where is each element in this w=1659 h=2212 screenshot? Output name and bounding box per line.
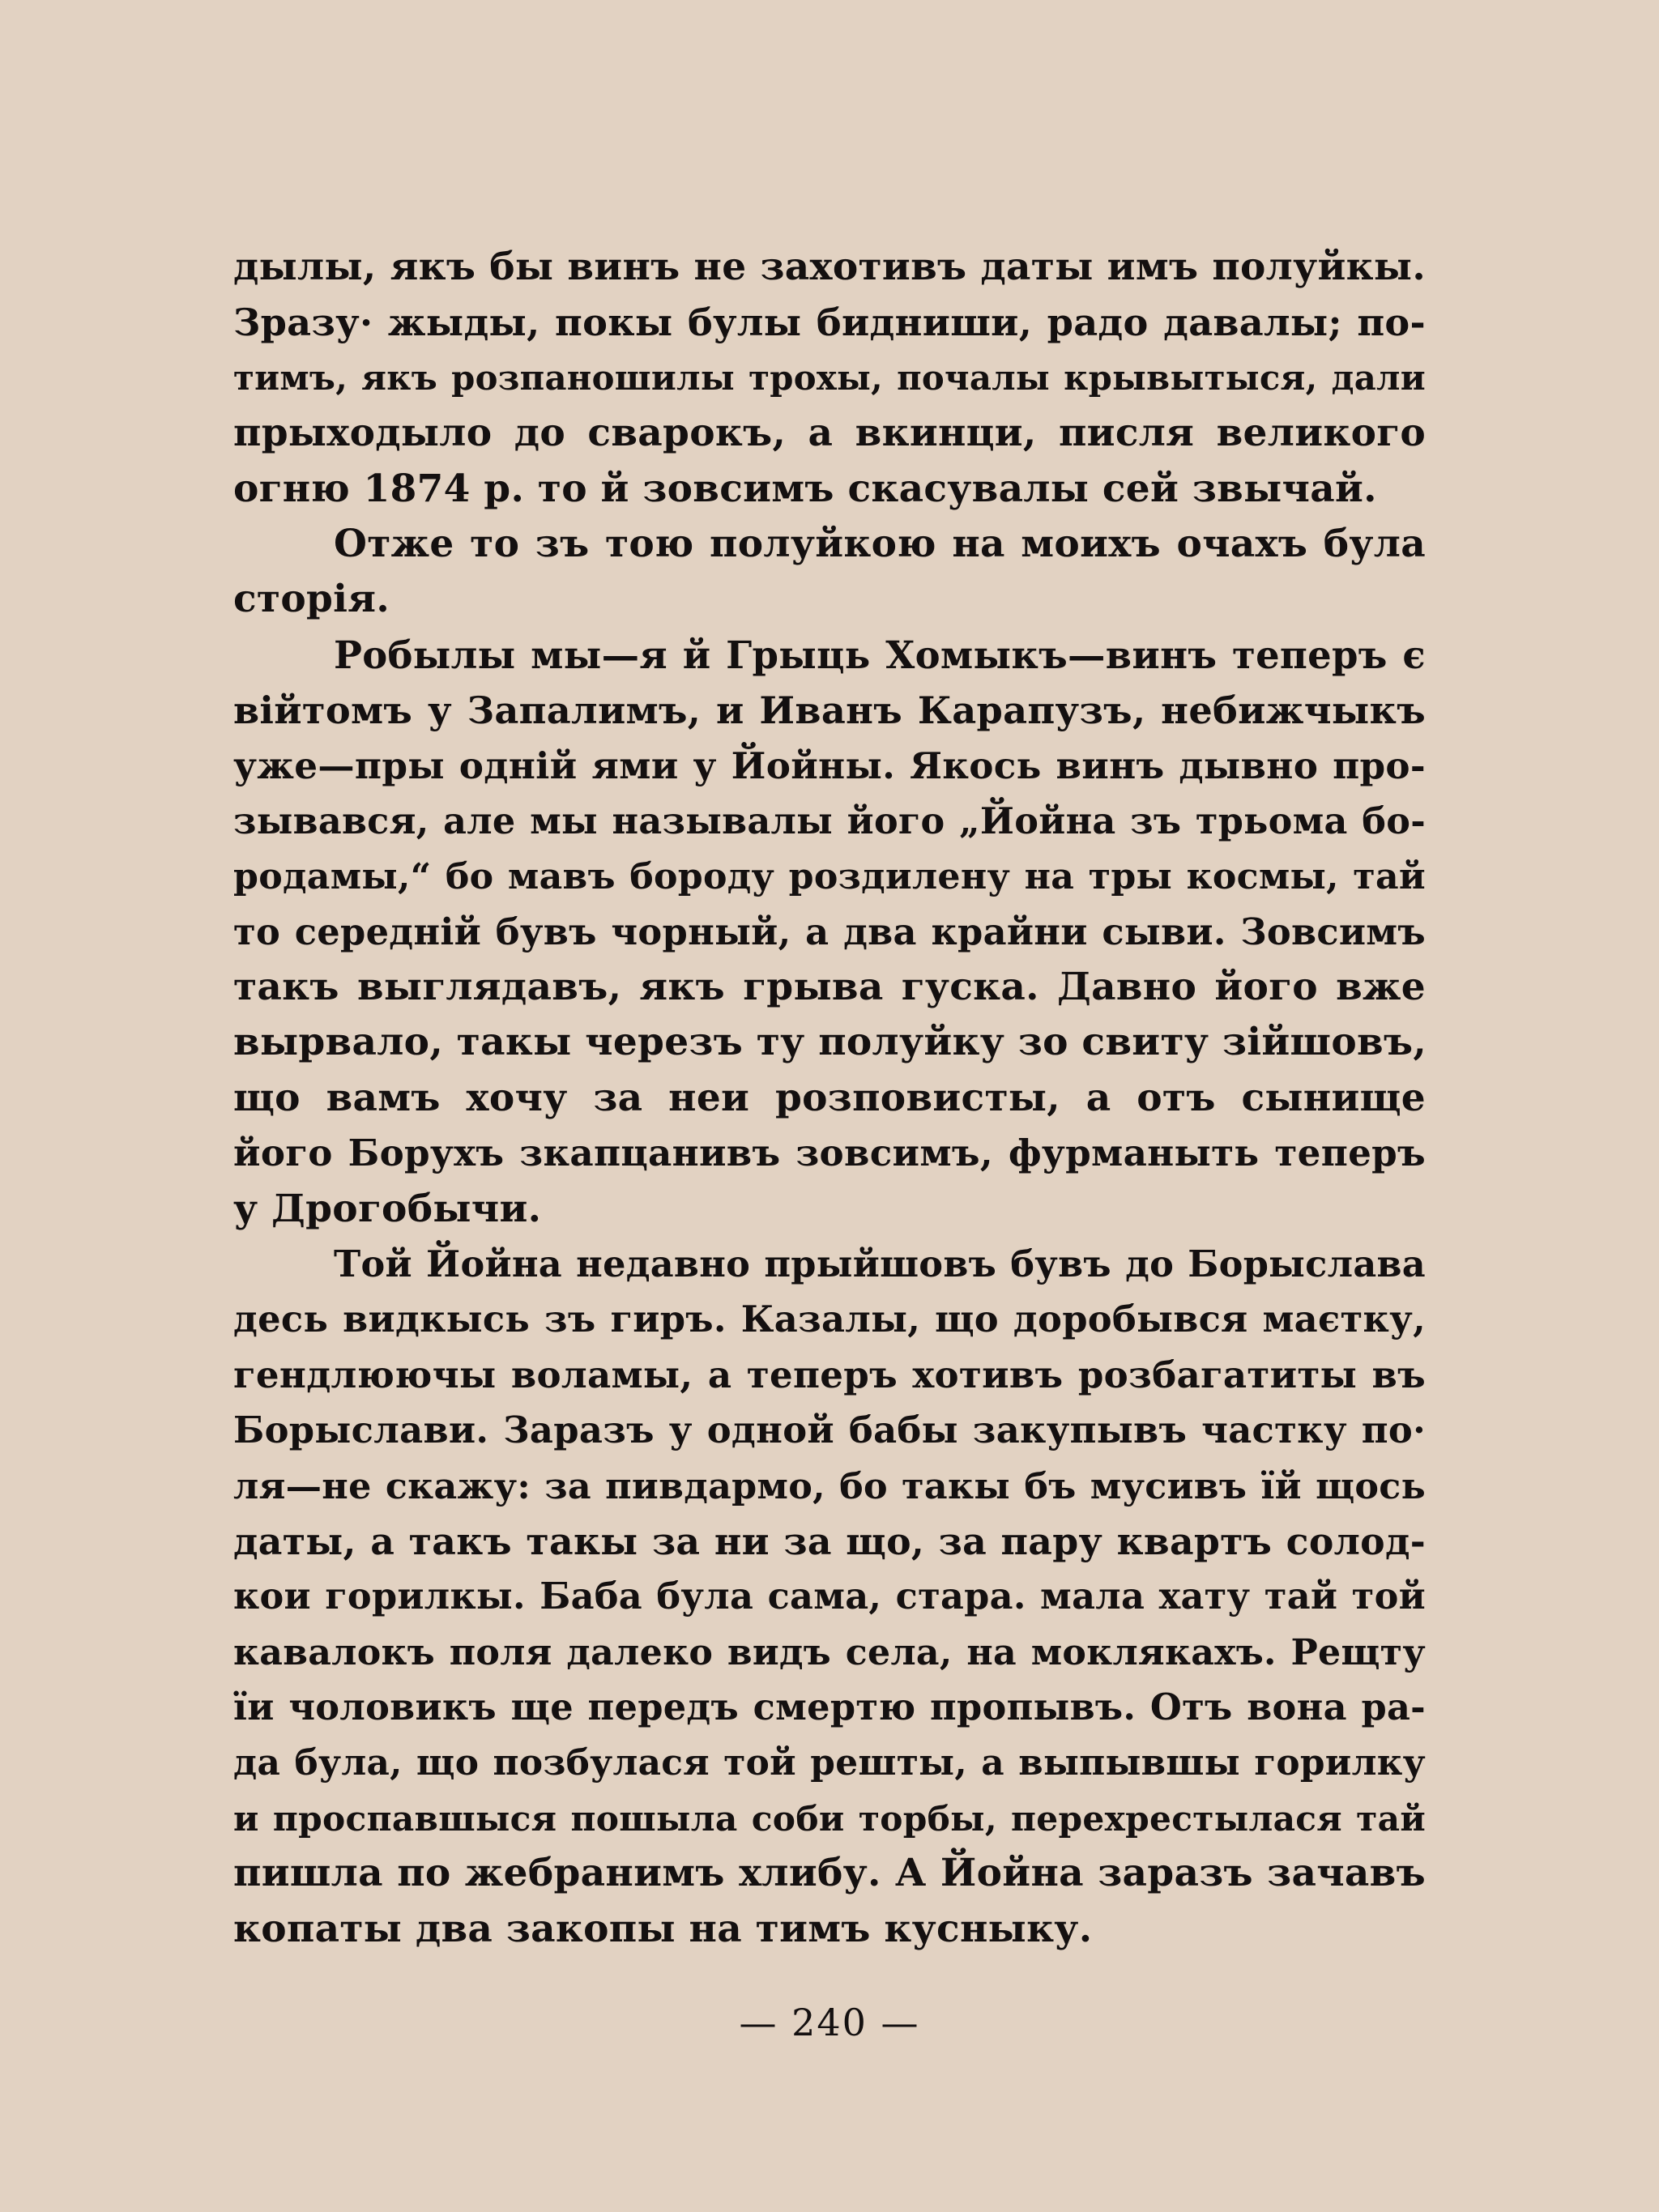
text-line: їи чоловикъ ще передъ смертю пропывъ. Отъ вона ра- [233,1686,1426,1729]
text-line: Отже то зъ тою полуйкою на моихъ очахъ була [334,521,1426,566]
text-line: Борыслави. Заразъ у одной бабы закупывъ частку по· [233,1409,1426,1452]
text-line: гендлюючы воламы, а теперъ хотивъ розбагатиты въ [233,1353,1426,1396]
text-line: вырвало, такы черезъ ту полуйку зо свиту зійшовъ, [233,1020,1427,1065]
text-line: уже—пры одній ями у Йойны. Якось винъ дывно про- [233,744,1426,787]
page-number: — 240 — [739,2001,920,2044]
text-line: дылы, якъ бы винъ не захотивъ даты имъ полуйкы. [233,245,1426,289]
text-line: такъ выглядавъ, якъ грыва гуска. Давно його вже [233,965,1426,1010]
text-line: Робылы мы—я й Грыць Хомыкъ—винъ теперъ є [334,632,1426,677]
body-text [233,240,1426,1957]
text-line: родамы,“ бо мавъ бороду роздилену на тры космы, тай [233,855,1426,898]
text-line: да була, що позбулася той решты, а выпывшы горилку [233,1741,1426,1784]
text-line: кои горилкы. Баба була сама, стара. мала хату тай той [233,1575,1426,1618]
text-line: сторія. [233,577,390,622]
text-line: прыходыло до сварокъ, а вкинци, писля великого [233,411,1426,456]
text-line: Той Йойна недавно прыйшовъ бувъ до Борыслава [334,1242,1426,1286]
text-line: и проспавшыся пошыла соби торбы, перехрестылася тай [233,1797,1426,1839]
text-line: то середній бувъ чорный, а два крайни сыви. Зовсимъ [233,910,1426,953]
text-line: ля—не скажу: за пивдармо, бо такы бъ мусивъ їй щось [233,1464,1426,1507]
text-line: пишла по жебранимъ хлибу. А Йойна заразъ зачавъ [233,1851,1426,1896]
text-line: копаты два закопы на тимъ кусныку. [233,1906,1093,1951]
text-line: огню 1874 р. то й зовсимъ скасувалы сей звычай. [233,466,1377,511]
text-line: кавалокъ поля далеко видъ села, на мoклякахъ. Рещту [233,1630,1426,1673]
text-line: тимъ, якъ розпаношилы трохы, почалы крывытыся, дали [233,357,1426,398]
text-line: у Дрогобычи. [233,1186,542,1231]
text-line: Зразу· жыды, покы булы бидниши, радо давалы; по- [233,300,1426,345]
text-line: даты, а такъ такы за ни за що, за пару квартъ солод- [233,1519,1426,1563]
text-line: що вамъ хочу за неи розповисты, а отъ сынище [233,1075,1426,1120]
text-line: десь видкысь зъ гиръ. Казалы, що доробывся маєтку, [233,1298,1426,1341]
text-line: зывався, але мы называлы його „Йойна зъ трьома бо- [233,799,1426,842]
text-line: війтомъ у Запалимъ, и Иванъ Карапузъ, небижчыкъ [233,688,1426,733]
text-line: його Борухъ зкапцанивъ зовсимъ, фурманыть теперъ [233,1132,1426,1175]
